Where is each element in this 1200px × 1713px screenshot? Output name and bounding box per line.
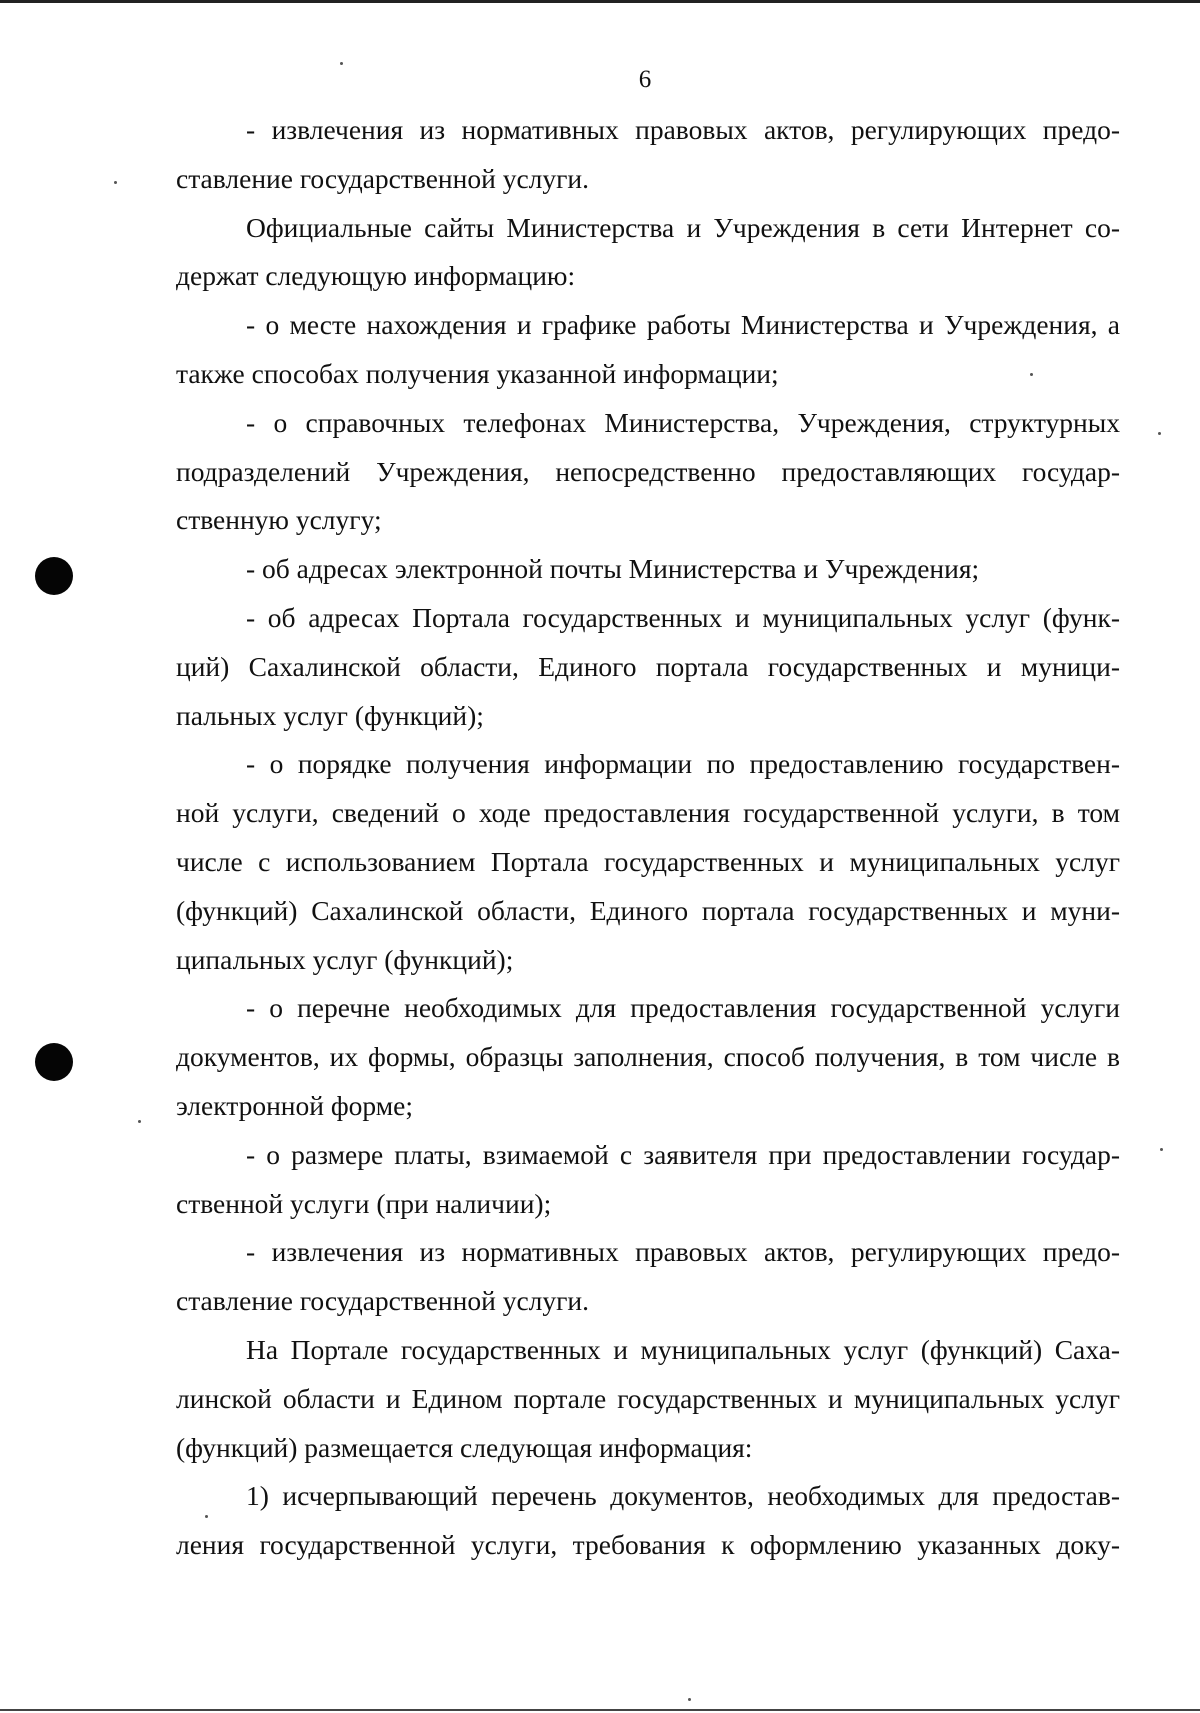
text-line: ственную услугу; [176,504,382,536]
page-number: 6 [638,66,652,93]
text-line: 1) исчерпывающий перечень документов, необходимых для предостав- [246,1480,1120,1512]
scan-speck [340,62,343,65]
text-line: - об адресах электронной почты Министерства и Учреждения; [246,553,980,585]
text-line: ципальных услуг (функций); [176,943,514,975]
text-line: ставление государственной услуги. [176,162,589,194]
text-line: - о перечне необходимых для предоставления государственной услуги [246,992,1120,1024]
scan-speck [1160,1148,1163,1151]
scan-speck [688,1698,691,1701]
text-line: ций) Сахалинской области, Единого портала государственных и муници- [176,650,1120,682]
text-line: документов, их формы, образцы заполнения, способ получения, в том числе в [176,1041,1120,1073]
text-line: линской области и Едином портале государственных и муниципальных услуг [176,1382,1120,1414]
text-line: электронной форме; [176,1089,414,1121]
scan-speck [138,1120,141,1123]
text-line: - о порядке получения информации по предоставлению государствен- [246,748,1120,780]
scan-speck [1030,373,1033,376]
scan-speck [1158,432,1161,435]
document-body [176,106,1120,1570]
text-line: ственной услуги (при наличии); [176,1187,552,1219]
scan-edge-top [0,0,1200,3]
scan-speck [205,1515,208,1518]
text-line: пальных услуг (функций); [176,699,484,731]
text-line: ной услуги, сведений о ходе предоставления государственной услуги, в том [176,797,1120,829]
text-line: На Портале государственных и муниципальных услуг (функций) Саха- [246,1333,1120,1365]
text-line: - извлечения из нормативных правовых актов, регулирующих предо- [246,1236,1120,1268]
text-line: также способах получения указанной информации; [176,357,779,389]
text-line: - о размере платы, взимаемой с заявителя при предоставлении государ- [246,1138,1120,1170]
text-line: ставление государственной услуги. [176,1285,589,1317]
text-line: Официальные сайты Министерства и Учреждения в сети Интернет со- [246,211,1120,243]
text-line: держат следующую информацию: [176,260,576,292]
text-line: (функций) размещается следующая информация: [176,1431,753,1463]
punch-hole-lower [35,1043,73,1081]
text-line: числе с использованием Портала государственных и муниципальных услуг [176,845,1120,877]
text-line: - о месте нахождения и графике работы Министерства и Учреждения, а [246,309,1120,341]
scan-edge-bottom [0,1709,1200,1711]
text-line: подразделений Учреждения, непосредственно предоставляющих государ- [176,455,1120,487]
text-line: (функций) Сахалинской области, Единого портала государственных и муни- [176,894,1120,926]
text-line: - об адресах Портала государственных и муниципальных услуг (функ- [246,601,1120,633]
text-line: - о справочных телефонах Министерства, Учреждения, структурных [246,406,1120,438]
scan-speck [114,181,117,184]
punch-hole-upper [35,557,73,595]
text-line: ления государственной услуги, требования к оформлению указанных доку- [176,1529,1120,1561]
text-line: - извлечения из нормативных правовых актов, регулирующих предо- [246,114,1120,145]
